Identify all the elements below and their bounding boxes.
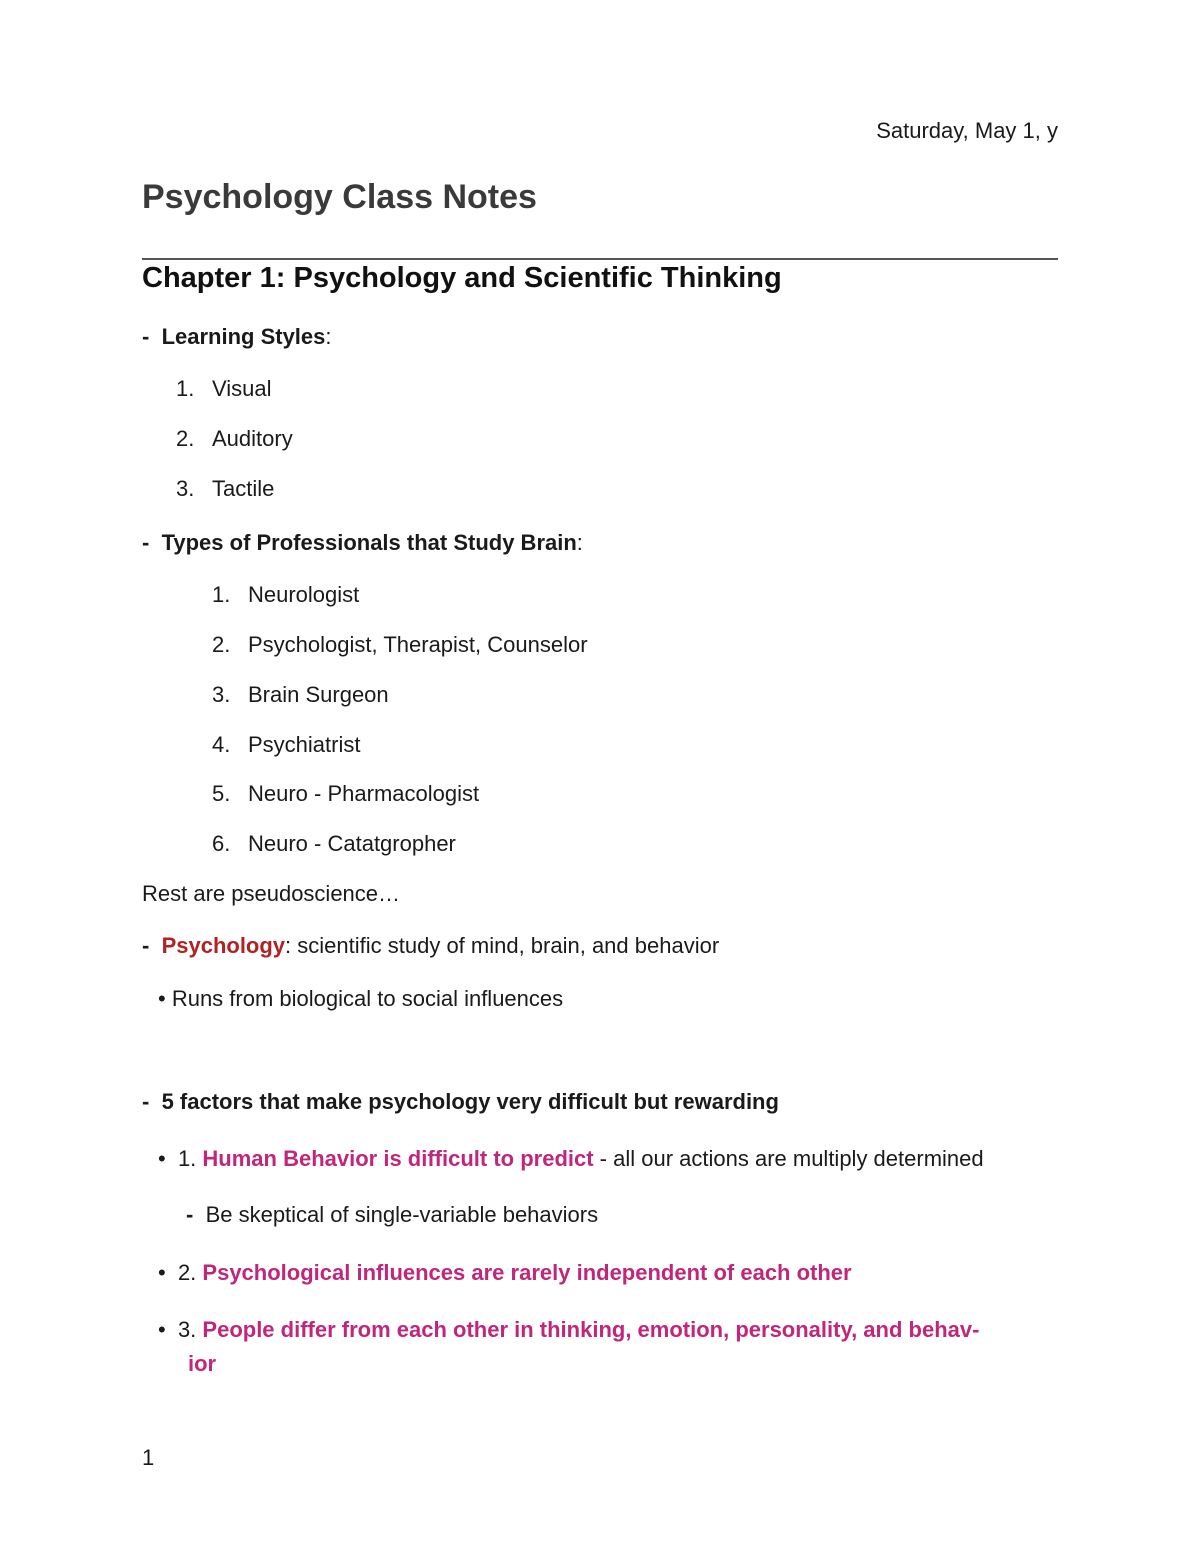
list-item: 2. Auditory — [176, 426, 293, 451]
professionals-heading: - Types of Professionals that Study Brain: — [142, 530, 583, 555]
factor-1: • 1. Human Behavior is difficult to predict - all our actions are multiply determined — [158, 1146, 984, 1171]
title-divider — [142, 258, 1058, 260]
list-item: 3. Tactile — [176, 476, 275, 501]
learning-styles-heading: - Learning Styles: — [142, 324, 332, 349]
list-item: 1. Neurologist — [212, 582, 360, 607]
factor-3: • 3. People differ from each other in thinking, emotion, personality, and behav- — [158, 1317, 980, 1342]
chapter-heading: Chapter 1: Psychology and Scientific Thinking — [142, 262, 782, 294]
list-item: 3. Brain Surgeon — [212, 682, 389, 707]
list-item: 2. Psychologist, Therapist, Counselor — [212, 632, 588, 657]
psychology-subpoint: • Runs from biological to social influences — [158, 986, 564, 1011]
list-item: 4. Psychiatrist — [212, 732, 361, 757]
list-item: 5. Neuro - Pharmacologist — [212, 781, 480, 806]
list-item: 6. Neuro - Catatgropher — [212, 831, 456, 856]
factor-2: • 2. Psychological influences are rarely independent of each other — [158, 1260, 852, 1285]
rest-note: Rest are pseudoscience… — [142, 881, 401, 906]
factors-heading: - 5 factors that make psychology very difficult but rewarding — [142, 1089, 779, 1114]
document-date: Saturday, May 1, y — [876, 118, 1058, 143]
page-number: 1 — [142, 1445, 155, 1470]
factor-1-subpoint: - Be skeptical of single-variable behaviors — [186, 1202, 599, 1227]
list-item: 1. Visual — [176, 376, 272, 401]
psychology-term: Psychology — [161, 933, 286, 958]
psychology-definition: - Psychology: scientific study of mind, brain, and behavior — [142, 933, 720, 958]
factor-3-continuation: ior — [188, 1351, 217, 1376]
page-title: Psychology Class Notes — [142, 178, 537, 216]
